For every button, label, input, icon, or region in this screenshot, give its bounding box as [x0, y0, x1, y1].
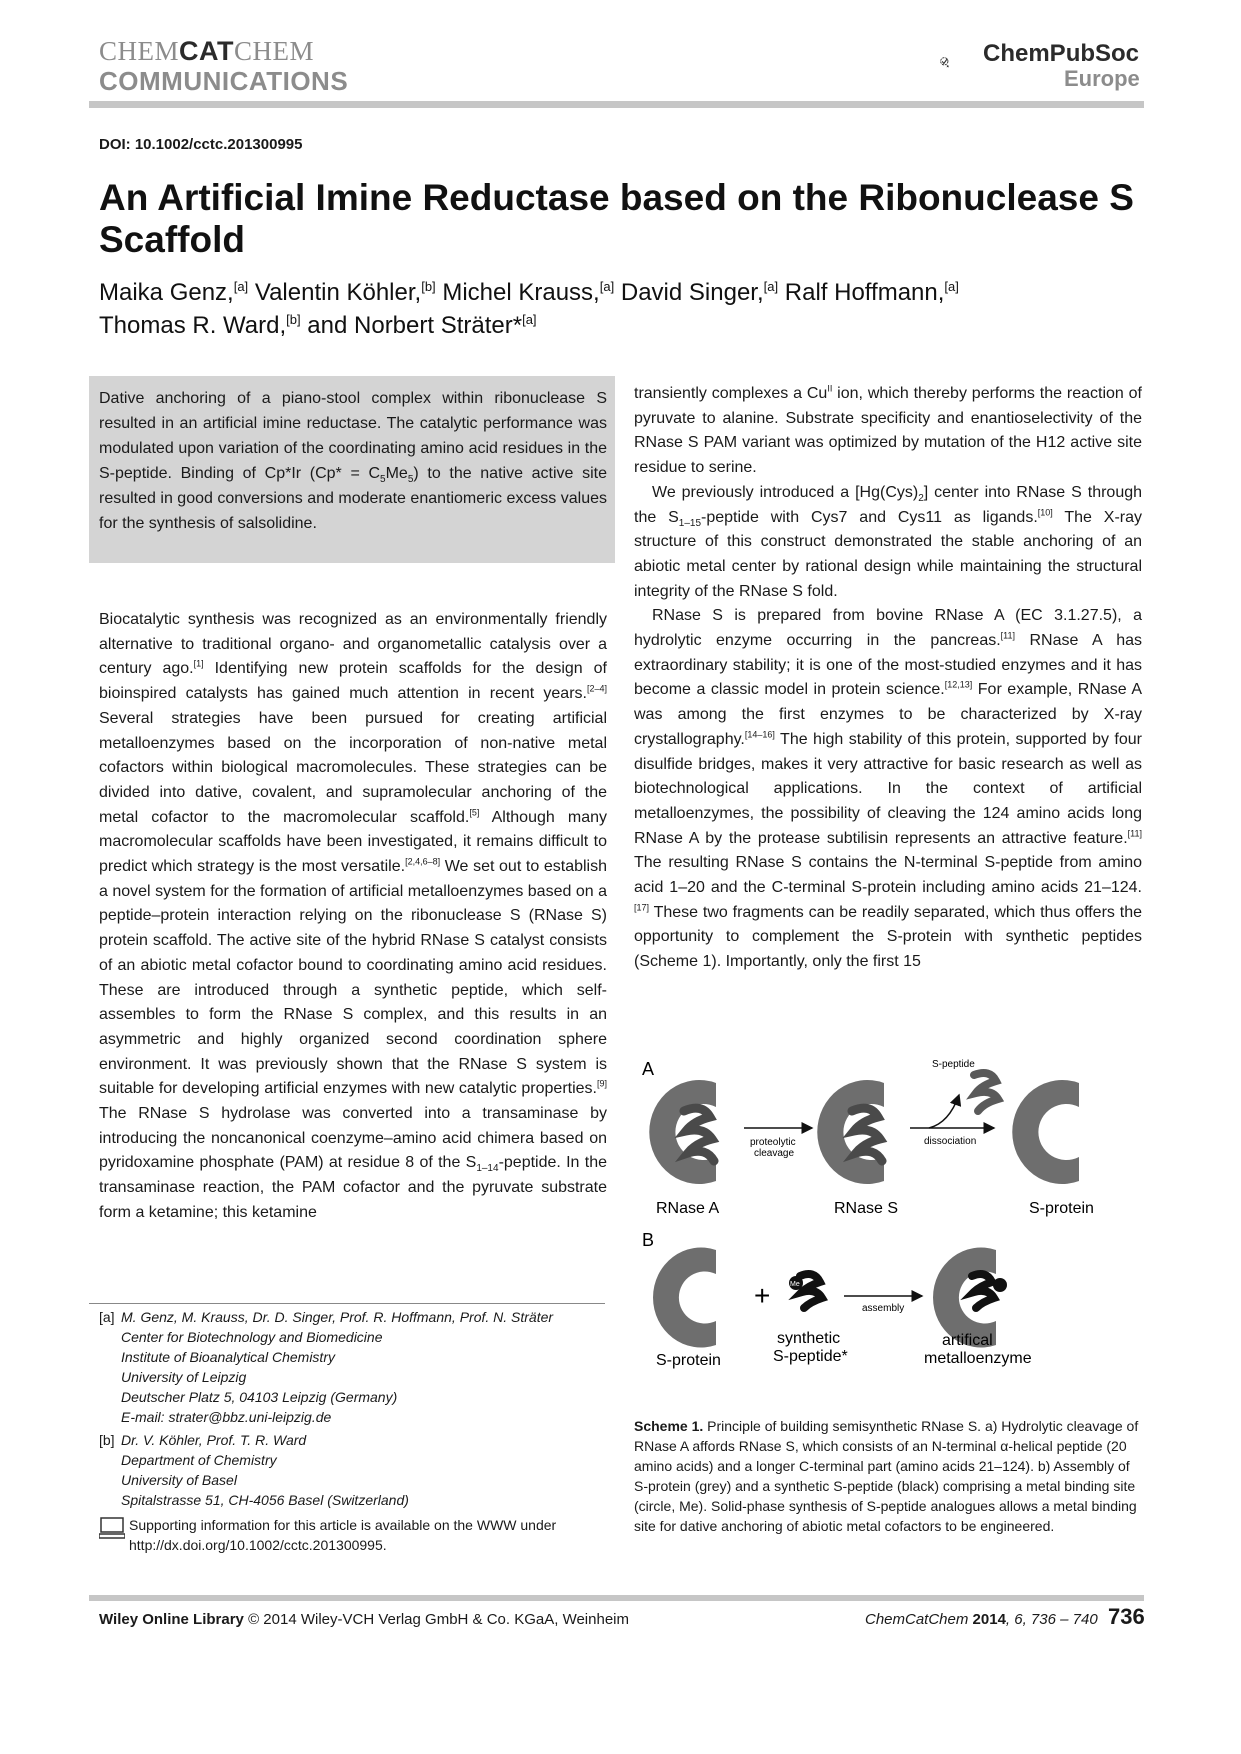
author-list: Maika Genz,[a] Valentin Köhler,[b] Michel Krauss,[a] David Singer,[a] Ralf Hoffmann,[a] Thomas R. Ward,[b] and Norbert Sträter*[a]	[99, 279, 959, 339]
panel-b-label: B	[642, 1230, 655, 1250]
section-label: COMMUNICATIONS	[99, 66, 349, 96]
rnase-a-shape	[649, 1080, 716, 1184]
assembly-label: assembly	[862, 1303, 905, 1314]
author: Thomas R. Ward,	[99, 312, 287, 339]
s-peptide-label: S-peptide	[932, 1059, 975, 1070]
page-number: 736	[1108, 1604, 1145, 1629]
affiliations	[99, 1307, 609, 1513]
synthetic-s-peptide-label: S-peptide*	[773, 1348, 848, 1365]
footnote-rule	[89, 1303, 605, 1304]
header-rule	[89, 101, 1144, 108]
dissociation-label: dissociation	[924, 1136, 977, 1147]
body-column-left	[99, 608, 607, 1226]
footer-copyright: Wiley Online Library © 2014 Wiley-VCH Verlag GmbH & Co. KGaA, Weinheim	[99, 1611, 629, 1628]
synthetic-label: synthetic	[777, 1330, 841, 1347]
s-protein-shape	[1012, 1080, 1079, 1184]
scheme-caption: Scheme 1. Principle of building semisynthetic RNase S. a) Hydrolytic cleavage of RNase A affords RNase S, which consists of an N-terminal α-helical peptide (20 amino acids) and a longer C-terminal part (amino acids 21–124). b) Assembly of S-protein (grey) and a synthetic S-peptide (black) comprising a metal binding site (circle, Me). Solid-phase synthesis of S-peptide analogues allows a metal binding site for dative anchoring of abiotic metal cofactors to be engineered.	[634, 1418, 1139, 1534]
abstract: Dative anchoring of a piano-stool complex within ribonuclease S resulted in an artificial imine reductase. The catalytic performance was modulated upon variation of the coordinating amino acid residues in the S-peptide. Binding of Cp*Ir $(Cp* = C_5Me_5)$ to the native active site resulted in good conversions and moderate enantiomeric excess values for the synthesis of salsolidine.	[99, 390, 608, 532]
journal-name: CHEMCATCHEM	[99, 36, 315, 66]
body-column-right	[634, 382, 1142, 975]
paragraph: Biocatalytic synthesis was recognized as an environmentally friendly alternative to traditional organo- and organometallic catalysis over a century ago.[1] Identifying new protein scaffolds for the design of bioinspired catalysts has gained much attention in recent years.[2–4] Several strategies have been pursued for creating artificial metalloenzymes based on the incorporation of non-native metal cofactors within biological macromolecules. These strategies can be divided into dative, covalent, and supramolecular anchoring of the metal cofactor to the macromolecular scaffold.[5] Although many macromolecular scaffolds have been investigated, it remains difficult to predict which strategy is the most versatile.[2,4,6–8] We set out to establish a novel system for the formation of artificial metalloenzymes based on a peptide–protein interaction relying on the ribonuclease S (RNase S) protein scaffold. The active site of the hybrid RNase S catalyst consists of an abiotic metal cofactor bound to coordinating amino acid residues. These are introduced through a synthetic peptide, which self-assembles to form the RNase S complex, and this results in an asymmetric and highly organized second coordination sphere environment. It was previously shown that the RNase S system is suitable for developing artificial enzymes with new catalytic properties.[9] The RNase S hydrolase was converted into a transaminase by introducing the noncanonical coenzyme–amino acid chimera based on pyridoxamine phosphate (PAM) at residue 8 of the $S_{1-14}$-peptide. In the transaminase reaction, the PAM cofactor and the pyruvate substrate form a ketamine; this ketamine	[99, 611, 608, 1221]
me-label: Me	[790, 1281, 800, 1288]
b-s-protein-shape	[653, 1248, 716, 1348]
supporting-info: Supporting information for this article is available on the WWW under http://dx.doi.org/10.1002/cctc.201300995.	[99, 1515, 609, 1555]
doi: DOI: 10.1002/cctc.201300995	[99, 136, 303, 153]
paragraph: We previously introduced a $[Hg(Cys)_2]$ center into RNase S through the $S_{1-15}$-peptide with Cys7 and Cys11 as ligands.[10] The X-ray structure of this construct demonstrated the stable anchoring of an abiotic metal center by rational design while maintaining the structural integrity of the RNase S fold.	[634, 483, 1143, 600]
author: Maika Genz,	[99, 279, 234, 306]
footer-rule	[89, 1595, 1144, 1601]
artificial-label: artifical	[942, 1332, 993, 1349]
panel-a-label: A	[642, 1059, 655, 1079]
footer-citation: ChemCatChem 2014, 6, 736 – 740	[865, 1611, 1098, 1628]
computer-icon	[99, 1517, 125, 1539]
rnase-s-label: RNase S	[834, 1200, 899, 1217]
author: Michel Krauss,	[442, 279, 600, 306]
s-protein-label: S-protein	[1029, 1200, 1094, 1217]
proteolytic-label: proteolytic	[750, 1137, 796, 1148]
affiliation-a: [a] M. Genz, M. Krauss, Dr. D. Singer, Prof. R. Hoffmann, Prof. N. Sträter Center for Biotechnology and Biomedicine Institute of Bioanalytical Chemistry University of Leipzig Deutscher Platz 5, 04103 Leipzig (Germany) E-mail: strater@bbz.uni-leipzig.de	[99, 1309, 554, 1425]
cleavage-label: cleavage	[754, 1148, 795, 1159]
author: Valentin Köhler,	[254, 279, 422, 306]
b-s-protein-label: S-protein	[656, 1352, 721, 1369]
author: Ralf Hoffmann,	[784, 279, 945, 306]
peptide-release-arrow	[929, 1095, 959, 1128]
metalloenzyme-label: metalloenzyme	[924, 1350, 1032, 1367]
synthetic-peptide-shape	[789, 1274, 822, 1308]
paragraph: RNase S is prepared from bovine RNase A (EC 3.1.27.5), a hydrolytic enzyme occurring in the pancreas.[11] RNase A has extraordinary stability; it is one of the most-studied enzymes and it has become a classic model in protein science.[12,13] For example, RNase A was among the first enzymes to be characterized by X-ray crystallography.[14–16] The high stability of this protein, supported by four disulfide bridges, makes it very attractive for basic research as well as biotechnological applications. In the context of artificial metalloenzymes, the possibility of cleaving the 124 amino acids long RNase A by the protease subtilisin represents an attractive feature.[11] The resulting RNase S contains the N-terminal S-peptide from amino acid 1–20 and the C-terminal S-protein including amino acids 21–124.[17] These two fragments can be readily separated, which thus offers the opportunity to complement the S-protein with synthetic peptides (Scheme 1). Importantly, only the first 15	[634, 607, 1143, 971]
chempubsoc-logo-icon	[940, 38, 984, 88]
plus-sign: +	[754, 1280, 771, 1311]
scheme-1-figure	[634, 1053, 1144, 1393]
author: and Norbert Sträter*	[307, 312, 523, 339]
s-peptide-shape	[974, 1073, 998, 1111]
rnase-s-shape	[817, 1080, 884, 1184]
article-title: An Artificial Imine Reductase based on the Ribonuclease S Scaffold	[99, 177, 1134, 260]
paragraph: transiently complexes a $Cu^{II}$ ion, which thereby performs the reaction of pyruvate to alanine. Substrate specificity and enantioselectivity of the RNase S PAM variant was optimized by mutation of the H12 active site residue to serine.	[634, 383, 1142, 477]
affiliation-b: [b] Dr. V. Köhler, Prof. T. R. Ward Department of Chemistry University of Basel Spitalstrasse 51, CH-4056 Basel (Switzerland)	[99, 1432, 409, 1508]
publisher-name: ChemPubSoc	[983, 40, 1140, 67]
author: David Singer,	[620, 279, 764, 306]
publisher-region: Europe	[1064, 66, 1140, 91]
rnase-a-label: RNase A	[656, 1200, 720, 1217]
